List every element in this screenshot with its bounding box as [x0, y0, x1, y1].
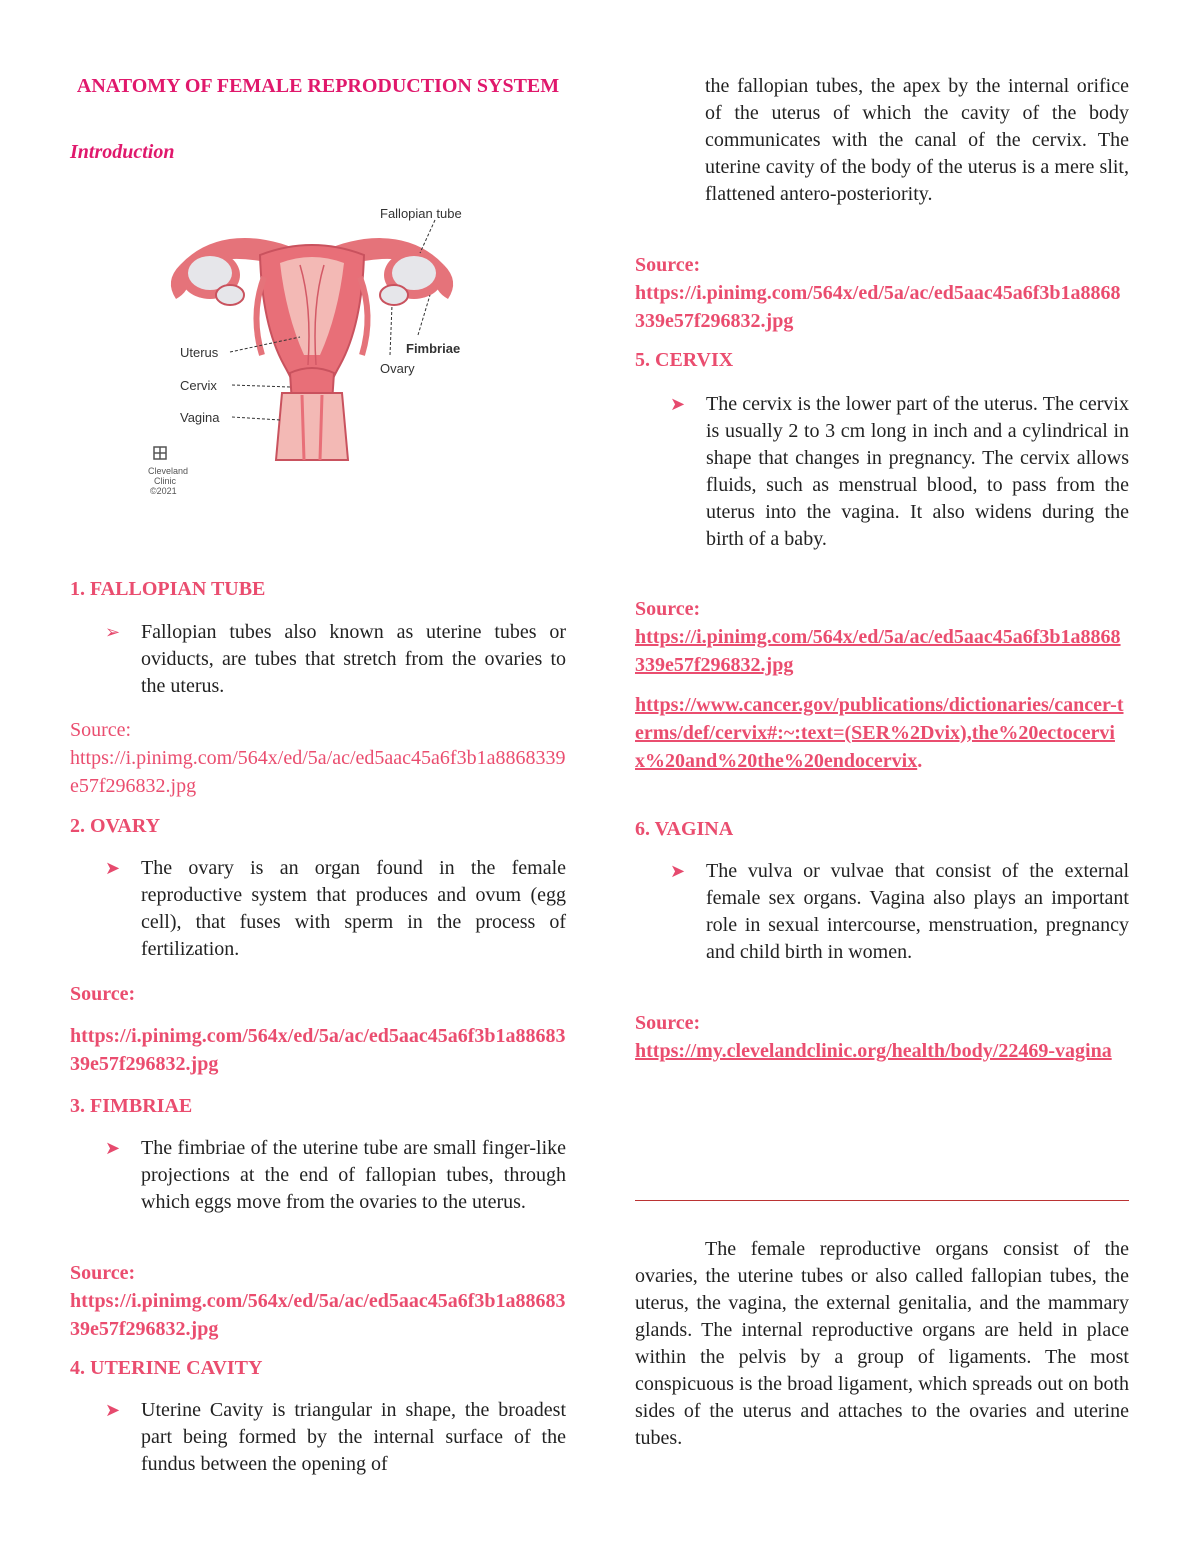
- source-url-cancer-gov[interactable]: https://www.cancer.gov/publications/dictionaries/cancer-terms/def/cervix#:~:text=(SER%2Dvix),the%20ectocervix%20and%20the%20endocervix: [635, 694, 1124, 772]
- heading-ovary: 2. OVARY: [70, 815, 161, 837]
- source-label: Source:: [635, 254, 701, 276]
- source-url[interactable]: https://i.pinimg.com/564x/ed/5a/ac/ed5aac45a6f3b1a8868339e57f296832.jpg: [635, 282, 1121, 332]
- label-cervix: Cervix: [180, 378, 217, 393]
- intro-heading: Introduction: [70, 141, 175, 163]
- source-label: Source:: [70, 983, 136, 1005]
- cervix-text: The cervix is the lower part of the uterus. The cervix is usually 2 to 3 cm long in inch and a cylindrical in shape that changes in pregnancy. The cervix allows fluids, such as menstrual blood, to pass from the uterus into the vagina. It also widens during the birth of a baby.: [706, 393, 1129, 550]
- vagina-text: The vulva or vulvae that consist of the external female sex organs. Vagina also plays an important role in sexual intercourse, menstruation, pregnancy and child birth in women.: [706, 860, 1129, 963]
- source-label: Source:: [70, 1262, 136, 1284]
- source-url[interactable]: https://i.pinimg.com/564x/ed/5a/ac/ed5aac45a6f3b1a8868339e57f296832.jpg: [70, 1290, 566, 1340]
- label-fallopian-tube: Fallopian tube: [380, 206, 462, 221]
- heading-fallopian-tube: 1. FALLOPIAN TUBE: [70, 578, 266, 600]
- source-label: Source:: [70, 719, 132, 741]
- source-cervix: [635, 595, 1129, 775]
- summary-paragraph: The female reproductive organs consist of the ovaries, the uterine tubes or also called fallopian tubes, the uterus, the vagina, the external genitalia, and the mammary glands. The internal reproductive organs are held in place within the pelvis by a group of ligaments. The most conspicuous is the broad ligament, which spreads out on both sides of the uterus and attaches to the ovaries and uterine tubes.: [635, 1238, 1129, 1449]
- page-title: ANATOMY OF FEMALE REPRODUCTION SYSTEM: [76, 75, 560, 97]
- cleveland-clinic-logo: [148, 447, 188, 496]
- heading-vagina: 6. VAGINA: [635, 818, 734, 840]
- fimbriae-text: The fimbriae of the uterine tube are small finger-like projections at the end of fallopian tubes, through which eggs move from the ovaries to the uterus.: [141, 1137, 566, 1213]
- svg-text:©2021: ©2021: [150, 486, 177, 496]
- svg-text:Clinic: Clinic: [154, 476, 177, 486]
- source-ovary: [70, 980, 566, 1078]
- uterine-text-right: the fallopian tubes, the apex by the internal orifice of the uterus of which the cavity of the body communicates with the canal of the cervix. The uterine cavity of the body of the uterus is a mere slit, flattened antero-posteriority.: [705, 75, 1129, 205]
- source-fimbriae: [70, 1259, 566, 1343]
- bullet-fallopian: [105, 619, 566, 700]
- uterus-illustration: [140, 195, 485, 505]
- source-uterine: [635, 251, 1129, 335]
- source-url[interactable]: https://my.clevelandclinic.org/health/body/22469-vagina: [635, 1040, 1112, 1062]
- uterine-text-left: Uterine Cavity is triangular in shape, the broadest part being formed by the internal surface of the fundus between the opening of: [141, 1399, 566, 1475]
- arrow-bullet-icon: ➢: [105, 622, 121, 642]
- source-fallopian: [70, 716, 566, 800]
- heading-uterine-cavity: 4. UTERINE CAVITY: [70, 1357, 263, 1379]
- link-suffix: .: [917, 750, 923, 772]
- arrow-bullet-icon: ➤: [670, 394, 686, 414]
- label-fimbriae: Fimbriae: [406, 341, 461, 356]
- fallopian-text: Fallopian tubes also known as uterine tubes or oviducts, are tubes that stretch from the ovaries to the uterus.: [141, 621, 566, 697]
- anatomy-figure: [140, 195, 485, 505]
- source-label: Source:: [635, 1012, 701, 1034]
- arrow-bullet-icon: ➤: [105, 858, 121, 878]
- bullet-vagina: [670, 858, 1129, 966]
- svg-text:Cleveland: Cleveland: [148, 466, 189, 476]
- heading-fimbriae: 3. FIMBRIAE: [70, 1095, 193, 1117]
- arrow-bullet-icon: ➤: [105, 1138, 121, 1158]
- ovary-text: The ovary is an organ found in the female reproductive system that produces and ovum (egg cell), that fuses with sperm in the process of fertilization.: [141, 857, 566, 960]
- label-vagina: Vagina: [180, 410, 220, 425]
- bullet-ovary: [105, 855, 566, 963]
- heading-cervix: 5. CERVIX: [635, 349, 734, 371]
- source-url[interactable]: https://i.pinimg.com/564x/ed/5a/ac/ed5aac45a6f3b1a8868339e57f296832.jpg: [70, 1025, 566, 1075]
- bullet-cervix: [670, 391, 1129, 553]
- bullet-uterine: [105, 1397, 566, 1478]
- source-url[interactable]: https://i.pinimg.com/564x/ed/5a/ac/ed5aac45a6f3b1a8868339e57f296832.jpg: [70, 747, 566, 797]
- label-uterus: Uterus: [180, 345, 219, 360]
- source-url[interactable]: https://i.pinimg.com/564x/ed/5a/ac/ed5aac45a6f3b1a8868339e57f296832.jpg: [635, 626, 1121, 676]
- arrow-bullet-icon: ➤: [105, 1400, 121, 1420]
- source-label: Source:: [635, 598, 701, 620]
- source-vagina: [635, 1009, 1129, 1065]
- label-ovary: Ovary: [380, 361, 415, 376]
- section-divider: [635, 1200, 1129, 1201]
- arrow-bullet-icon: ➤: [670, 861, 686, 881]
- bullet-fimbriae: [105, 1135, 566, 1216]
